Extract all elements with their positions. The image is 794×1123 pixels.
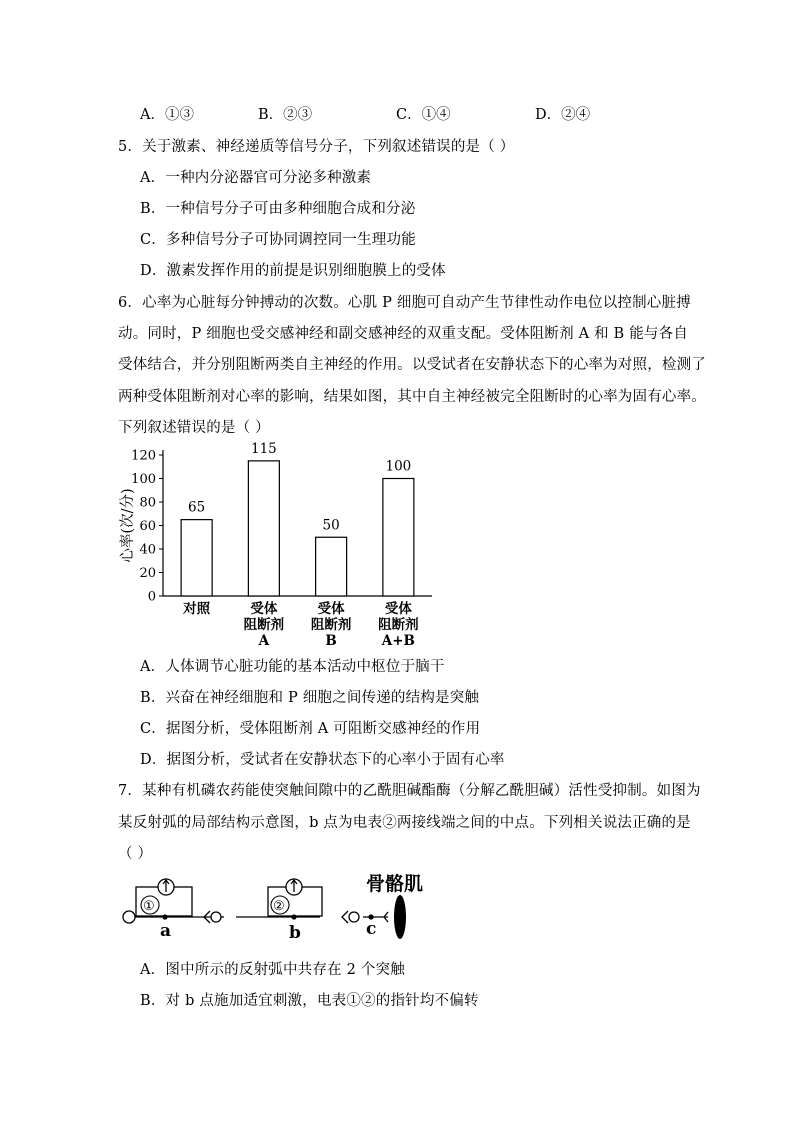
data-label: 115 bbox=[250, 440, 277, 457]
q7-option-a: A．图中所示的反射弧中共存在 2 个突触 bbox=[140, 962, 405, 978]
x-tick-label: 对照 bbox=[183, 601, 211, 617]
x-tick-label: 受体 bbox=[250, 601, 278, 617]
q7-stem-line: 7．某种有机磷农药能使突触间隙中的乙酰胆碱酯酶（分解乙酰胆碱）活性受抑制。如图为 bbox=[118, 783, 701, 799]
y-tick-label: 60 bbox=[139, 519, 156, 534]
q5-option-b: B．一种信号分子可由多种细胞合成和分泌 bbox=[140, 201, 416, 217]
q6-stem-line: 两种受体阻断剂对心率的影响，结果如图，其中自主神经被完全阻断时的心率为固有心率。 bbox=[118, 389, 706, 405]
q6-stem-line: 受体结合，并分别阻断两类自主神经的作用。以受试者在安静状态下的心率为对照，检测了 bbox=[118, 357, 706, 373]
x-tick-label: 阻断剂 bbox=[378, 617, 419, 633]
meter-2 bbox=[268, 879, 322, 916]
point-a bbox=[162, 914, 167, 919]
neuron-cell-body bbox=[123, 911, 135, 923]
meter-1 bbox=[136, 879, 192, 916]
q5-option-d: D．激素发挥作用的前提是识别细胞膜上的受体 bbox=[140, 263, 446, 279]
q5-option-c: C．多种信号分子可协同调控同一生理功能 bbox=[140, 232, 416, 248]
point-b bbox=[291, 914, 296, 919]
q6-stem-line: 下列叙述错误的是（ ） bbox=[118, 420, 270, 436]
bar bbox=[248, 461, 279, 596]
x-tick-label: A bbox=[258, 633, 270, 649]
q6-option-c: C．据图分析，受体阻断剂 A 可阻断交感神经的作用 bbox=[140, 721, 481, 737]
q6-stem-line: 动。同时，P 细胞也受交感神经和副交感神经的双重支配。受体阻断剂 A 和 B 能与各自 bbox=[118, 326, 689, 342]
data-label: 65 bbox=[188, 499, 206, 516]
q7-stem-line: 某反射弧的局部结构示意图，b 点为电表②两接线端之间的中点。下列相关说法正确的是 bbox=[118, 815, 691, 831]
bar bbox=[181, 520, 212, 596]
synapse-2 bbox=[342, 911, 359, 923]
skeletal-muscle bbox=[394, 895, 406, 939]
x-tick-label: A+B bbox=[381, 633, 415, 649]
q6-option-a: A．人体调节心脏功能的基本活动中枢位于脑干 bbox=[140, 659, 445, 675]
q7-option-b: B．对 b 点施加适宜刺激，电表①②的指针均不偏转 bbox=[140, 993, 479, 1009]
point-a-label: a bbox=[160, 921, 172, 941]
x-tick-label: 阻断剂 bbox=[243, 617, 285, 633]
bar bbox=[383, 479, 414, 597]
q7-stem-line: （ ） bbox=[118, 846, 153, 862]
q6-option-d: D．据图分析，受试者在安静状态下的心率小于固有心率 bbox=[140, 752, 505, 768]
q5-option-a: A．一种内分泌器官可分泌多种激素 bbox=[140, 170, 372, 186]
q6-option-b: B．兴奋在神经细胞和 P 细胞之间传递的结构是突触 bbox=[140, 690, 480, 706]
x-tick-label: 受体 bbox=[317, 601, 345, 617]
q4-option-c: C．①④ bbox=[396, 107, 451, 123]
data-label: 50 bbox=[322, 517, 340, 534]
x-tick-label: 阻断剂 bbox=[310, 617, 352, 633]
x-tick-label: 受体 bbox=[384, 601, 412, 617]
y-tick-label: 40 bbox=[139, 542, 156, 558]
heart-rate-bar-chart bbox=[110, 430, 450, 655]
x-tick-label: B bbox=[325, 633, 337, 649]
q5-stem: 5．关于激素、神经递质等信号分子，下列叙述错误的是（ ） bbox=[118, 139, 515, 155]
data-label: 100 bbox=[385, 458, 412, 475]
point-b-label: b bbox=[289, 923, 301, 943]
reflex-arc-diagram bbox=[118, 868, 448, 948]
meter-1-label: ① bbox=[143, 899, 155, 914]
bar bbox=[316, 537, 347, 596]
muscle-label: 骨骼肌 bbox=[366, 873, 424, 895]
meter-2-label: ② bbox=[273, 899, 285, 914]
q4-option-a: A．①③ bbox=[140, 107, 194, 123]
y-axis-label: 心率(次/分) bbox=[120, 488, 136, 563]
q4-option-b: B．②③ bbox=[258, 107, 313, 123]
y-tick-label: 0 bbox=[147, 589, 156, 605]
y-tick-label: 120 bbox=[131, 448, 156, 464]
y-tick-label: 80 bbox=[139, 495, 156, 511]
point-c-label: c bbox=[366, 919, 377, 939]
q4-option-d: D．②④ bbox=[535, 107, 591, 123]
y-tick-label: 20 bbox=[139, 566, 156, 581]
y-tick-label: 100 bbox=[131, 472, 156, 487]
q6-stem-line: 6．心率为心脏每分钟搏动的次数。心肌 P 细胞可自动产生节律性动作电位以控制心脏搏 bbox=[118, 295, 691, 311]
